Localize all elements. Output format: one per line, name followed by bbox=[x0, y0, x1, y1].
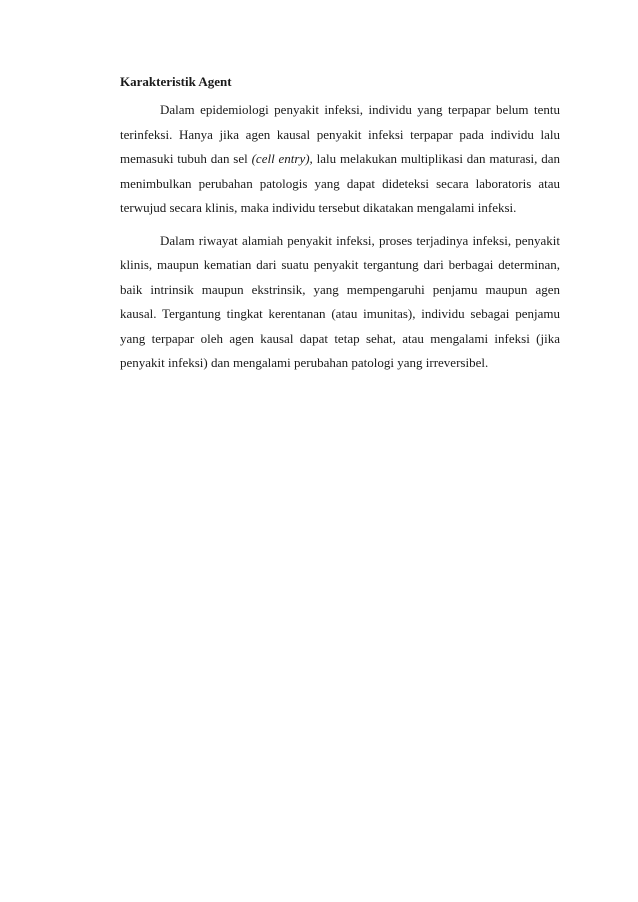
paragraph-1-text-end: lalu melakukan multiplikasi dan maturasi, dan menimbulkan perubahan patologis yang dapat dideteksi secara laboratoris atau terwujud secara klinis, maka individu tersebut dikatakan mengalami infeksi. bbox=[120, 151, 560, 215]
section-heading: Karakteristik Agent bbox=[120, 74, 232, 89]
paragraph-2: Dalam riwayat alamiah penyakit infeksi, proses terjadinya infeksi, penyakit klinis, maupun kematian dari suatu penyakit tergantung dari berbagai determinan, baik intrinsik maupun ekstrinsik, yang mempengaruhi penjamu maupun agen kausal. Tergantung tingkat kerentanan (atau imunitas), individu sebagai penjamu yang terpapar oleh agen kausal dapat tetap sehat, atau mengalami infeksi (jika penyakit infeksi) dan mengalami perubahan patologi yang irreversibel. bbox=[120, 232, 560, 370]
paragraph-1-text-start: Dalam epidemiologi penyakit infeksi, individu yang terpapar belum tentu terinfeksi. Hanya jika agen kausal penyakit infeksi terpapar pada individu lalu memasuki tubuh dan sel bbox=[120, 102, 560, 166]
page-content bbox=[120, 74, 560, 376]
paragraph-1-italic-term: (cell entry), bbox=[251, 151, 313, 166]
paragraph-1 bbox=[120, 98, 560, 221]
